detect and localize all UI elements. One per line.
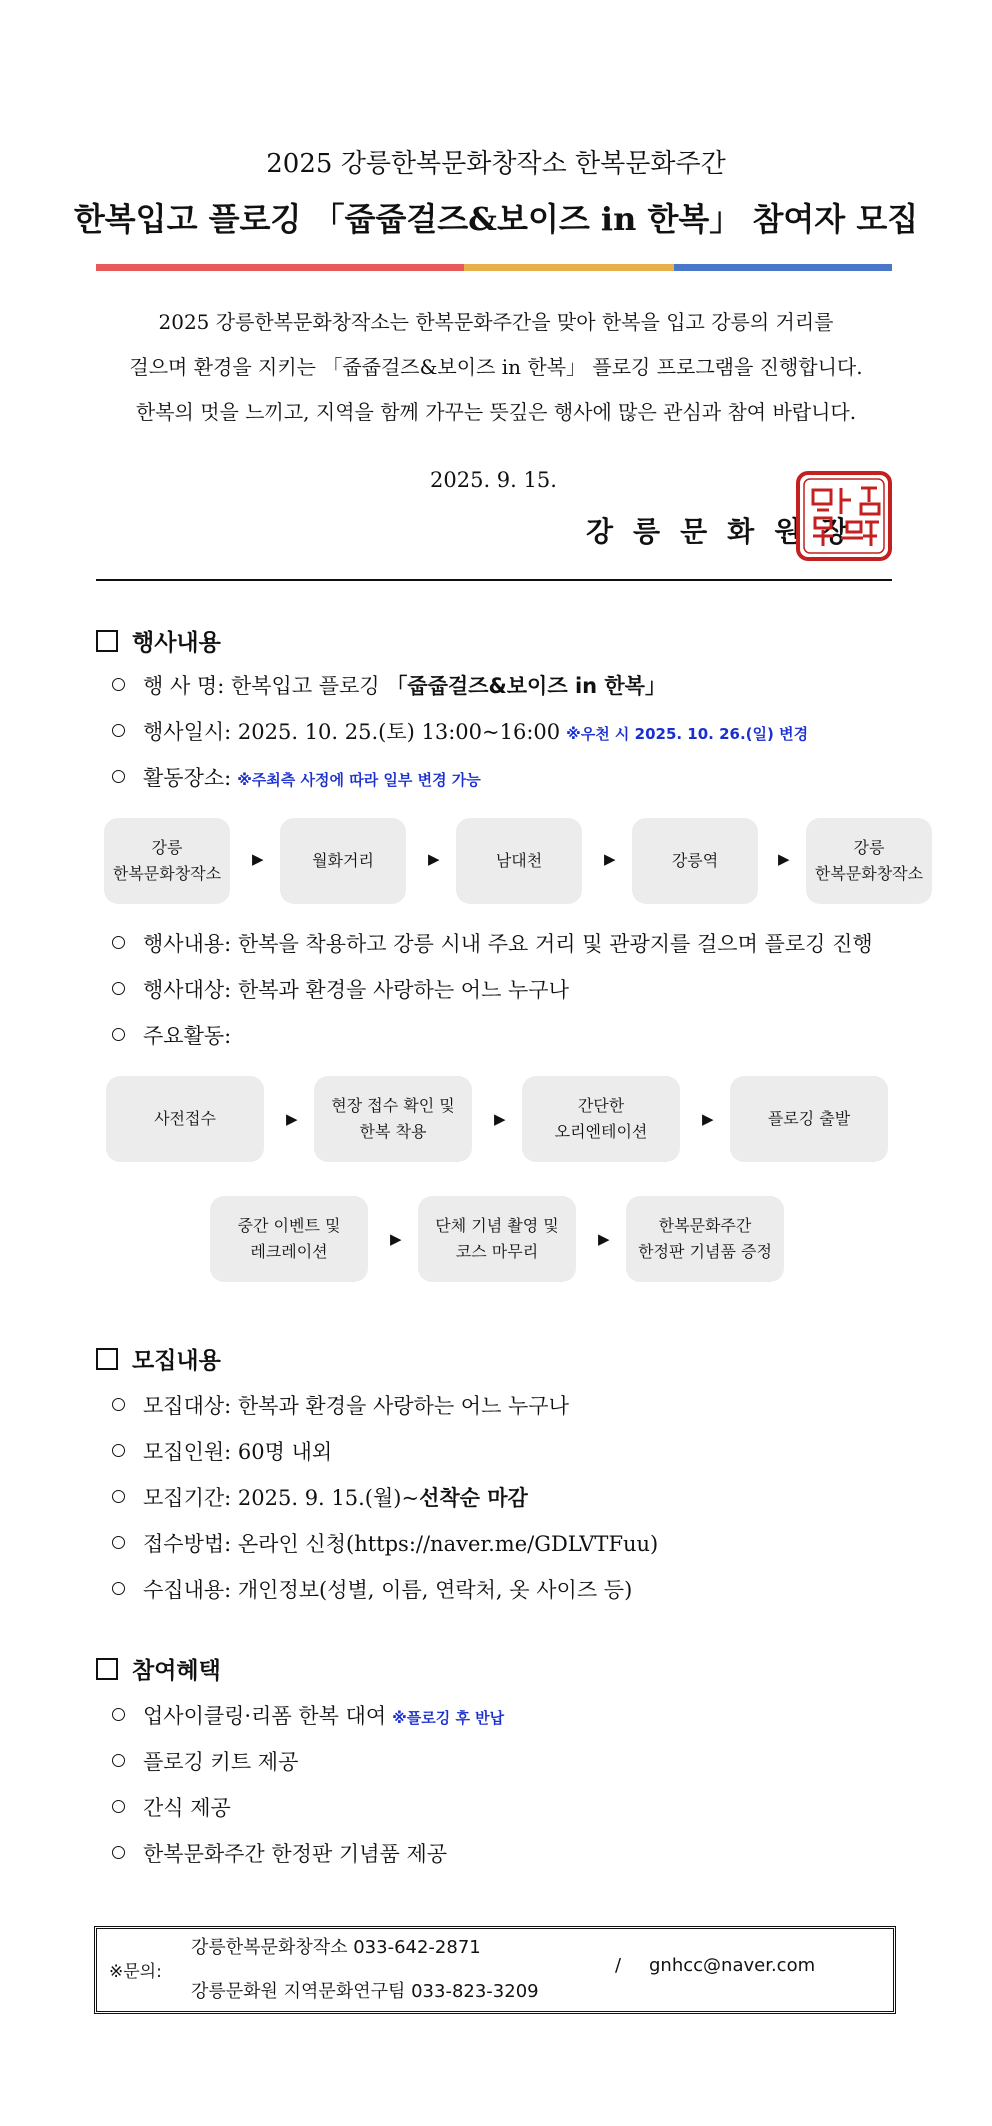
route-step: 월화거리 [280,818,406,904]
organization-name: 강릉문화원장 [586,515,869,548]
benefit-item: 간식 제공 [112,1792,231,1822]
arrow-icon: ▶ [598,1230,610,1248]
intro-line-3: 한복의 멋을 느끼고, 지역을 함께 가꾸는 뜻깊은 행사에 많은 관심과 참여 바랍니다. [135,400,857,424]
event-date: 행사일시: 2025. 10. 25.(토) 13:00~16:00 ※우천 시 2025. 10. 26.(일) 변경 [112,716,808,746]
activity-step: 중간 이벤트 및 레크레이션 [210,1196,368,1282]
arrow-icon: ▶ [286,1110,298,1128]
divider [96,579,892,581]
page-subtitle: 2025 강릉한복문화창작소 한복문화주간 [266,149,726,179]
color-bar [96,264,892,271]
event-activities-label: 주요활동: [112,1020,231,1050]
color-bar-red [96,264,464,271]
activity-step: 플로깅 출발 [730,1076,888,1162]
benefit-item: 플로깅 키트 제공 [112,1746,298,1776]
arrow-icon: ▶ [702,1110,714,1128]
recruit-method: 접수방법: 온라인 신청(https://naver.me/GDLVTFuu) [112,1528,658,1558]
arrow-icon: ▶ [778,850,790,868]
section-event-heading: 행사내용 [96,624,221,657]
recruit-collect: 수집내용: 개인정보(성별, 이름, 연락처, 옷 사이즈 등) [112,1574,632,1604]
contact-line-1: 강릉한복문화창작소 033-642-2871 [191,1937,481,1958]
event-content: 행사내용: 한복을 착용하고 강릉 시내 주요 거리 및 관광지를 걸으며 플로깅 진행 [112,928,873,958]
benefit-item: 한복문화주간 한정판 기념품 제공 [112,1838,447,1868]
contact-box [94,1926,896,2014]
activity-step: 단체 기념 촬영 및 코스 마무리 [418,1196,576,1282]
section-benefits-heading: 참여혜택 [96,1652,221,1685]
activity-step: 현장 접수 확인 및 한복 착용 [314,1076,472,1162]
recruit-target: 모집대상: 한복과 환경을 사랑하는 어느 누구나 [112,1390,569,1420]
activity-step: 한복문화주간 한정판 기념품 증정 [626,1196,784,1282]
intro-line-2: 걸으며 환경을 지키는 「줍줍걸즈&보이즈 in 한복」 플로깅 프로그램을 진행합니다. [129,355,863,379]
intro-line-1: 2025 강릉한복문화창작소는 한복문화주간을 맞아 한복을 입고 강릉의 거리를 [158,310,834,334]
official-seal-icon [795,470,893,562]
event-place: 활동장소: ※주최측 사정에 따라 일부 변경 가능 [112,762,481,792]
route-step: 남대천 [456,818,582,904]
arrow-icon: ▶ [428,850,440,868]
contact-line-2: 강릉문화원 지역문화연구팀 033-823-3209 [191,1981,539,2002]
arrow-icon: ▶ [604,850,616,868]
arrow-icon: ▶ [494,1110,506,1128]
route-step: 강릉 한복문화창작소 [806,818,932,904]
route-step: 강릉역 [632,818,758,904]
benefit-item: 업사이클링·리폼 한복 대여 ※플로깅 후 반납 [112,1700,504,1730]
arrow-icon: ▶ [252,850,264,868]
arrow-icon: ▶ [390,1230,402,1248]
event-target: 행사대상: 한복과 환경을 사랑하는 어느 누구나 [112,974,569,1004]
recruit-count: 모집인원: 60명 내외 [112,1436,332,1466]
event-name: 행 사 명: 한복입고 플로깅 「줍줍걸즈&보이즈 in 한복」 [112,670,666,700]
activity-step: 간단한 오리엔테이션 [522,1076,680,1162]
route-step: 강릉 한복문화창작소 [104,818,230,904]
activity-step: 사전접수 [106,1076,264,1162]
color-bar-blue [674,264,892,271]
color-bar-yellow [464,264,674,271]
recruit-period: 모집기간: 2025. 9. 15.(월)~선착순 마감 [112,1482,528,1512]
section-recruit-heading: 모집내용 [96,1342,221,1375]
contact-label: ※문의: [109,1962,162,1982]
contact-email[interactable]: gnhcc@naver.com [649,1955,816,1976]
contact-slash: / [615,1955,622,1976]
page-title: 한복입고 플로깅 「줍줍걸즈&보이즈 in 한복」 참여자 모집 [73,200,919,238]
notice-date: 2025. 9. 15. [430,468,557,492]
